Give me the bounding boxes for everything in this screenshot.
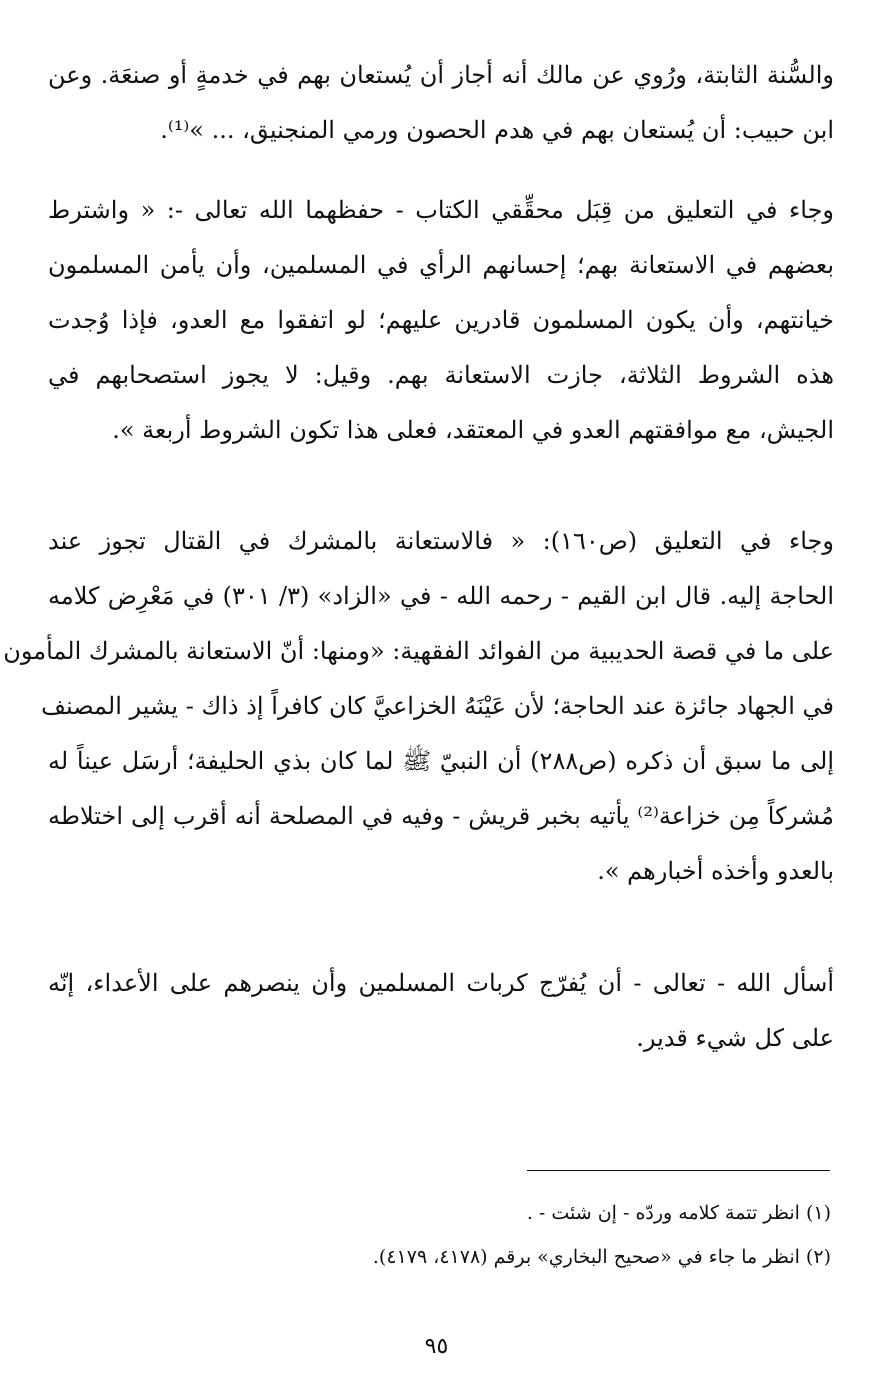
paragraph-2	[48, 183, 834, 458]
paragraph-1	[48, 48, 834, 158]
text-line: خيانتهم، وأن يكون المسلمون قادرين عليهم؛ لو اتفقوا مع العدو، فإذا وُجدت	[48, 306, 834, 334]
footnote-1: (١) انظر تتمة كلامه وردّه - إن شئت - .	[526, 1202, 831, 1224]
text-line: والسُّنة الثابتة، ورُوي عن مالك أنه أجاز أن يُستعان بهم في خدمةٍ أو صنعَة. وعن	[48, 61, 834, 89]
text-line: وجاء في التعليق من قِبَل محقِّقي الكتاب - حفظهما الله تعالى -: « واشترط	[48, 196, 834, 224]
page-number: ٩٥	[424, 1334, 449, 1359]
text-line: الجيش، مع موافقتهم العدو في المعتقد، فعلى هذا تكون الشروط أربعة ».	[112, 416, 834, 444]
text-line: على كل شيء قدير.	[636, 1024, 834, 1052]
text-line: في الجهاد جائزة عند الحاجة؛ لأن عَيْنَهُ الخزاعيَّ كان كافراً إذ ذاك - يشير المصنف	[41, 692, 834, 720]
text-line: أسأل الله - تعالى - أن يُفرّج كربات المسلمين وأن ينصرهم على الأعداء، إنّه	[48, 969, 834, 997]
text-line: على ما في قصة الحديبية من الفوائد الفقهية: «ومنها: أنّ الاستعانة بالمشرك المأمون	[3, 637, 834, 665]
text-line: الحاجة إليه. قال ابن القيم - رحمه الله - في «الزاد» (٣/ ٣٠١) في مَعْرِض كلامه	[48, 582, 834, 610]
text-line: إلى ما سبق أن ذكره (ص٢٨٨) أن النبيّ ﷺ لما كان بذي الحليفة؛ أرسَل عيناً له	[48, 747, 835, 775]
paragraph-4	[48, 956, 834, 1066]
text-line: بعضهم في الاستعانة بهم؛ إحسانهم الرأي في المسلمين، وأن يأمن المسلمون	[48, 251, 834, 279]
text-line: وجاء في التعليق (ص١٦٠): « فالاستعانة بالمشرك في القتال تجوز عند	[48, 527, 834, 555]
paragraph-3	[3, 514, 835, 899]
text-line: بالعدو وأخذه أخبارهم ».	[597, 857, 834, 885]
text-line: مُشركاً مِن خزاعة⁽²⁾ يأتيه بخبر قريش - وفيه في المصلحة أنه أقرب إلى اختلاطه	[48, 802, 834, 830]
text-line: ابن حبيب: أن يُستعان بهم في هدم الحصون ورمي المنجنيق، ... »⁽¹⁾.	[160, 116, 834, 144]
text-line: هذه الشروط الثلاثة، جازت الاستعانة بهم. وقيل: لا يجوز استصحابهم في	[48, 361, 834, 389]
footnote-2: (٢) انظر ما جاء في «صحيح البخاري» برقم (٤١٧٨، ٤١٧٩).	[372, 1246, 831, 1268]
footnote-divider	[527, 1170, 830, 1171]
